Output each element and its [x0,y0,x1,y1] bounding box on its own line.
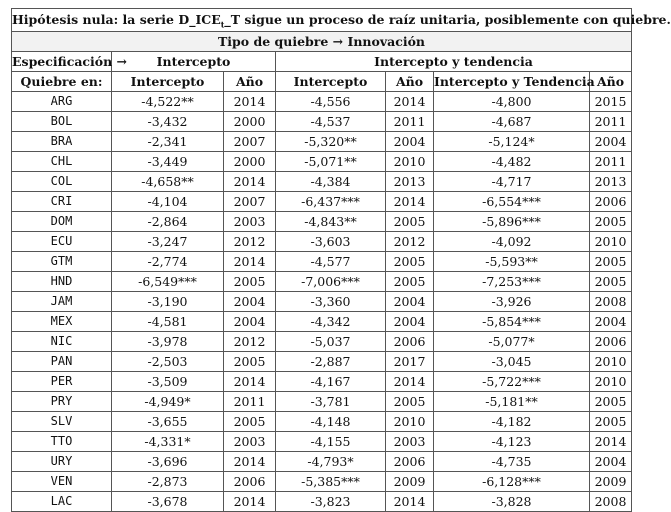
trend-intercept-year-cell: 2004 [386,312,434,332]
intercept-year-cell: 2005 [224,272,276,292]
intercept-year-cell: 2007 [224,192,276,212]
intercept-trend-stat-cell: -7,253*** [434,272,590,292]
intercept-year-cell: 2003 [224,212,276,232]
intercept-trend-stat-cell: -5,124* [434,132,590,152]
column-header-row [12,72,632,92]
specification-label: Especificación → [12,52,112,72]
country-cell: TTO [12,432,112,452]
intercept-trend-year-cell: 2011 [590,112,632,132]
intercept-year-cell: 2003 [224,432,276,452]
trend-intercept-year-cell: 2017 [386,352,434,372]
intercept-stat-cell: -2,503 [112,352,224,372]
country-cell: JAM [12,292,112,312]
intercept-trend-year-cell: 2006 [590,192,632,212]
table-row [12,472,632,492]
trend-intercept-year-cell: 2009 [386,472,434,492]
table-row [12,112,632,132]
intercept-trend-stat-cell: -6,128*** [434,472,590,492]
intercept-year-cell: 2014 [224,492,276,512]
trend-intercept-stat-cell: -6,437*** [276,192,386,212]
intercept-trend-stat-cell: -4,800 [434,92,590,112]
intercept-stat-cell: -3,696 [112,452,224,472]
country-cell: MEX [12,312,112,332]
intercept-year-cell: 2014 [224,372,276,392]
intercept-trend-stat-cell: -5,722*** [434,372,590,392]
country-cell: NIC [12,332,112,352]
intercept-trend-stat-cell: -5,854*** [434,312,590,332]
trend-intercept-year-cell: 2006 [386,452,434,472]
trend-intercept-stat-cell: -4,167 [276,372,386,392]
intercept-trend-year-cell: 2010 [590,352,632,372]
country-cell: PAN [12,352,112,372]
table-row [12,192,632,212]
intercept-stat-cell: -2,774 [112,252,224,272]
intercept-trend-stat-cell: -4,717 [434,172,590,192]
country-cell: PER [12,372,112,392]
table-row [12,352,632,372]
country-cell: HND [12,272,112,292]
intercept-year-cell: 2007 [224,132,276,152]
trend-intercept-year-cell: 2005 [386,272,434,292]
intercept-year-cell: 2011 [224,392,276,412]
trend-intercept-year-cell: 2013 [386,172,434,192]
table-row [12,452,632,472]
intercept-trend-year-cell: 2008 [590,492,632,512]
intercept-trend-year-cell: 2005 [590,272,632,292]
trend-intercept-year-cell: 2014 [386,372,434,392]
intercept-trend-stat-cell: -4,735 [434,452,590,472]
intercept-stat-cell: -2,873 [112,472,224,492]
intercept-stat-cell: -4,581 [112,312,224,332]
country-cell: URY [12,452,112,472]
trend-intercept-stat-cell: -4,537 [276,112,386,132]
title-suffix: _T sigue un proceso de raíz unitaria, posiblemente con quiebre. [224,12,671,27]
table-row [12,412,632,432]
intercept-trend-year-cell: 2004 [590,312,632,332]
table-row [12,332,632,352]
trend-intercept-stat-cell: -4,843** [276,212,386,232]
table-row [12,172,632,192]
trend-intercept-year-cell: 2005 [386,212,434,232]
trend-intercept-year-cell: 2014 [386,192,434,212]
intercept-year-cell: 2006 [224,472,276,492]
column-header: Año [386,72,434,92]
trend-intercept-stat-cell: -7,006*** [276,272,386,292]
break-type-label: Tipo de quiebre → Innovación [12,32,632,52]
intercept-trend-stat-cell: -4,482 [434,152,590,172]
country-cell: BOL [12,112,112,132]
intercept-trend-year-cell: 2005 [590,252,632,272]
intercept-stat-cell: -4,949* [112,392,224,412]
intercept-stat-cell: -3,509 [112,372,224,392]
title-subscript: t [220,19,225,30]
intercept-trend-year-cell: 2010 [590,372,632,392]
intercept-stat-cell: -3,678 [112,492,224,512]
column-header: Intercepto y Tendencia [434,72,590,92]
country-cell: DOM [12,212,112,232]
specification-row [12,52,632,72]
intercept-year-cell: 2000 [224,152,276,172]
intercept-year-cell: 2005 [224,352,276,372]
table-row [12,392,632,412]
intercept-stat-cell: -3,655 [112,412,224,432]
column-header: Intercepto [112,72,224,92]
intercept-trend-year-cell: 2015 [590,92,632,112]
table-row [12,92,632,112]
spec-group-intercept-trend: Intercepto y tendencia [276,52,632,72]
column-header: Quiebre en: [12,72,112,92]
intercept-trend-stat-cell: -6,554*** [434,192,590,212]
intercept-year-cell: 2012 [224,232,276,252]
table-row [12,492,632,512]
intercept-stat-cell: -4,331* [112,432,224,452]
intercept-trend-stat-cell: -4,092 [434,232,590,252]
intercept-trend-stat-cell: -5,181** [434,392,590,412]
intercept-year-cell: 2014 [224,92,276,112]
country-cell: CRI [12,192,112,212]
intercept-trend-year-cell: 2010 [590,232,632,252]
country-cell: ARG [12,92,112,112]
trend-intercept-year-cell: 2014 [386,92,434,112]
country-cell: GTM [12,252,112,272]
intercept-year-cell: 2012 [224,332,276,352]
intercept-trend-year-cell: 2008 [590,292,632,312]
intercept-trend-stat-cell: -4,123 [434,432,590,452]
intercept-stat-cell: -6,549*** [112,272,224,292]
intercept-trend-stat-cell: -4,687 [434,112,590,132]
intercept-trend-stat-cell: -3,045 [434,352,590,372]
table-row [12,132,632,152]
country-cell: SLV [12,412,112,432]
trend-intercept-year-cell: 2011 [386,112,434,132]
intercept-trend-year-cell: 2005 [590,212,632,232]
table-row [12,292,632,312]
intercept-trend-year-cell: 2006 [590,332,632,352]
intercept-stat-cell: -3,449 [112,152,224,172]
trend-intercept-stat-cell: -4,577 [276,252,386,272]
intercept-trend-year-cell: 2004 [590,132,632,152]
trend-intercept-stat-cell: -4,556 [276,92,386,112]
intercept-trend-year-cell: 2009 [590,472,632,492]
trend-intercept-stat-cell: -4,384 [276,172,386,192]
break-type-row [12,32,632,52]
trend-intercept-year-cell: 2010 [386,412,434,432]
trend-intercept-year-cell: 2006 [386,332,434,352]
intercept-trend-stat-cell: -4,182 [434,412,590,432]
trend-intercept-stat-cell: -4,148 [276,412,386,432]
trend-intercept-stat-cell: -4,342 [276,312,386,332]
intercept-trend-year-cell: 2011 [590,152,632,172]
country-cell: VEN [12,472,112,492]
intercept-stat-cell: -4,658** [112,172,224,192]
unit-root-test-table [11,8,671,512]
results-table-container [11,8,671,512]
country-cell: ECU [12,232,112,252]
trend-intercept-stat-cell: -2,887 [276,352,386,372]
table-row [12,272,632,292]
title-prefix: Hipótesis nula: la serie D_ICE [12,12,221,27]
trend-intercept-stat-cell: -4,793* [276,452,386,472]
table-row [12,212,632,232]
intercept-stat-cell: -3,432 [112,112,224,132]
table-body [12,92,632,512]
table-row [12,372,632,392]
trend-intercept-year-cell: 2005 [386,252,434,272]
trend-intercept-stat-cell: -4,155 [276,432,386,452]
intercept-trend-year-cell: 2013 [590,172,632,192]
intercept-trend-year-cell: 2005 [590,412,632,432]
trend-intercept-stat-cell: -5,385*** [276,472,386,492]
intercept-year-cell: 2014 [224,172,276,192]
table-title-row [12,9,632,32]
country-cell: PRY [12,392,112,412]
trend-intercept-stat-cell: -5,071** [276,152,386,172]
intercept-stat-cell: -3,978 [112,332,224,352]
trend-intercept-stat-cell: -3,360 [276,292,386,312]
country-cell: LAC [12,492,112,512]
intercept-stat-cell: -2,864 [112,212,224,232]
intercept-trend-year-cell: 2004 [590,452,632,472]
intercept-trend-stat-cell: -3,828 [434,492,590,512]
table-row [12,432,632,452]
trend-intercept-stat-cell: -3,603 [276,232,386,252]
trend-intercept-stat-cell: -5,320** [276,132,386,152]
trend-intercept-stat-cell: -5,037 [276,332,386,352]
intercept-trend-year-cell: 2005 [590,392,632,412]
intercept-stat-cell: -3,190 [112,292,224,312]
table-row [12,252,632,272]
trend-intercept-year-cell: 2014 [386,492,434,512]
intercept-trend-stat-cell: -5,077* [434,332,590,352]
column-header: Intercepto [276,72,386,92]
intercept-trend-year-cell: 2014 [590,432,632,452]
country-cell: CHL [12,152,112,172]
trend-intercept-year-cell: 2012 [386,232,434,252]
intercept-trend-stat-cell: -5,896*** [434,212,590,232]
intercept-stat-cell: -4,522** [112,92,224,112]
trend-intercept-stat-cell: -3,781 [276,392,386,412]
intercept-year-cell: 2005 [224,412,276,432]
column-header: Año [590,72,632,92]
intercept-stat-cell: -3,247 [112,232,224,252]
table-title [12,9,671,32]
intercept-year-cell: 2014 [224,252,276,272]
trend-intercept-year-cell: 2010 [386,152,434,172]
intercept-year-cell: 2000 [224,112,276,132]
intercept-trend-stat-cell: -3,926 [434,292,590,312]
trend-intercept-year-cell: 2005 [386,392,434,412]
table-row [12,152,632,172]
trend-intercept-stat-cell: -3,823 [276,492,386,512]
intercept-year-cell: 2014 [224,452,276,472]
trend-intercept-year-cell: 2003 [386,432,434,452]
country-cell: BRA [12,132,112,152]
trend-intercept-year-cell: 2004 [386,132,434,152]
spec-group-intercept: Intercepto [112,52,276,72]
intercept-stat-cell: -4,104 [112,192,224,212]
intercept-stat-cell: -2,341 [112,132,224,152]
intercept-trend-stat-cell: -5,593** [434,252,590,272]
trend-intercept-year-cell: 2004 [386,292,434,312]
intercept-year-cell: 2004 [224,292,276,312]
intercept-year-cell: 2004 [224,312,276,332]
column-header: Año [224,72,276,92]
country-cell: COL [12,172,112,192]
table-row [12,312,632,332]
table-row [12,232,632,252]
